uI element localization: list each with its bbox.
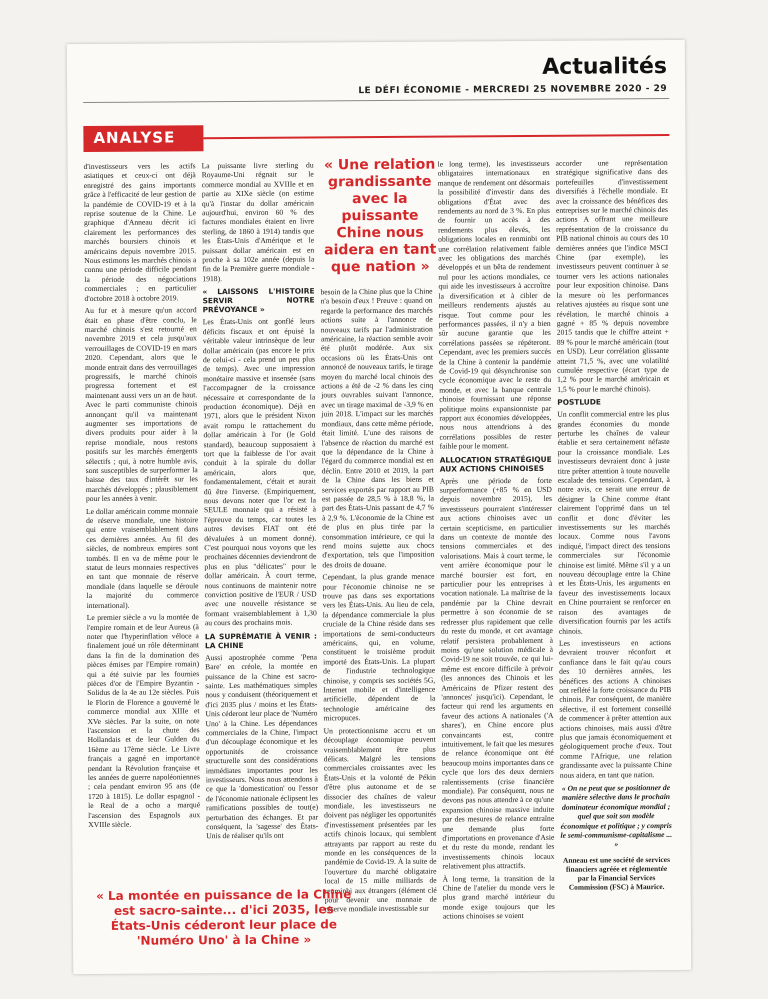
paragraph: À long terme, la transition de la Chine de l'atelier du monde vers le plus grand marché intérieur du monde exige toujours que les actions chinoises se voient [442, 873, 555, 921]
banner-rule [203, 134, 669, 139]
paragraph: Aussi apostrophée comme 'Pena Bare' en créole, la montée en puissance de la Chine est sacro-sainte. Les mathématiques simples nous y conduisent (théoriquement et d'ici 2035 plus / moins et les États-Unis céderont leur place de 'Numéro Uno' à la Chine. Les dépendances commerciales de la Chine, l'impact d'un découplage économique et les opportunités de croissance structurelle sont des considérations immédiates importantes pour les investisseurs. Nous nous attendons à ce que la 'domestication' ou l'essor de l'économie nationale éclipsent les ramifications possibles de tout(e) perturbation des échanges. Et par conséquent, la 'sagesse' des États-Unis de réaliser qu'ils ont [205, 652, 319, 841]
analysis-banner [83, 125, 203, 152]
banner-label: ANALYSE [93, 128, 176, 147]
paragraph: La puissante livre sterling du Royaume-Uni régnait sur le commerce mondial au XVIIIe et en partie au XIXe siècle (on estime qu'à l'instar du dollar américain aujourd'hui, environ 60 % des factures mondiales étaient en livre sterling, de 1860 à 1914) tandis que les États-Unis d'Amérique et le puissant dollar américain est en proche à sa 102e année (depuis la fin de la Première guerre mondiale - 1918). [201, 160, 315, 284]
paragraph: Les États-Unis ont gonflé leurs déficits fiscaux et ont épuisé la véritable valeur intrinsèque de leur dollar américain (pas encore le prix de celui-ci - cela prend un peu plus de temps). Avec une impression monétaire massive et insensée (sans l'accompagner de la croissance nécessaire et correspondante de la production économique). Déjà en 1971, alors que le président Nixon avait rompu le rattachement du dollar américain à l'or (le Gold standard), beaucoup supposaient à tort que la faiblesse de l'or avait conduit à la spirale du dollar américain, alors que, fondamentalement, c'était et aurait dû être l'inverse. (Empiriquement, nous devons noter que l'or est la SEULE monnaie qui a résisté à l'épreuve du temps, car toutes les autres devises FIAT ont été dévaluées à un moment donné). C'est pourquoi nous voyons que les prochaines décennies deviendront de plus en plus "délicates" pour le dollar américain. À court terme, nous continuons de maintenir notre conviction positive de l'EUR / USD avec une nouvelle résistance se formant vraisemblablement à 1,30 au cours des prochains mois. [202, 316, 317, 628]
subheading: ALLOCATION STRATÉGIQUE AUX ACTIONS CHINOISES [439, 454, 552, 474]
column-3 [320, 286, 437, 914]
paragraph: Le dollar américain comme monnaie de réserve mondiale, une histoire qui entre vraisemblablement dans ces dernières années. Au fil des siècles, de nombreux empires sont tombés. Il en va de même pour le statut de leurs monnaies respectives en tant que monnaie de réserve mondiale (dans laquelle se déroule la majorité du commerce international). [85, 505, 199, 610]
paragraph: Après une période de forte surperformance (+85 % en USD depuis novembre 2015), les investisseurs pourraient s'intéresser aux actions chinoises avec un certain scepticisme, en particulier dans un contexte de montée des tensions commerciales et des valorisations. Mais à court terme, le vent arrière économique pour le marché boursier est fort, en particulier pour les entreprises à vocation nationale. La maîtrise de la pandémie par la Chine devrait permettre à son économie de se redresser plus rapidement que celle du reste du monde, et cet avantage relatif persistera probablement à moins qu'une solution médicale à Covid-19 ne soit trouvée, ce qui lui-même est encore difficile à prévoir (les annonces des Chinois et les Américains de Pfizer restent des 'annonces' jusqu'ici). Cependant, le facteur qui rend les arguments en faveur des actions A nationales ('A shares'), en Chine encore plus convaincants est, contre intuitivement, le fait que les mesures de relance économique ont été beaucoup moins importantes dans ce cycle que lors des deux derniers ralentissements (crise financière mondiale). Par conséquent, nous ne devons pas nous attendre à ce qu'une expansion chinoise massive induite par des mesures de relance entraîne une demande plus forte d'importations en provenance d'Asie et du reste du monde, rendant les investissements chinois locaux relativement plus attractifs. [439, 475, 555, 871]
pull-quote-bottom: « La montée en puissance de la Chine est sacro-sainte... d'ici 2035, les États-Unis céderont leur place de 'Numéro Uno' à la Chine » [96, 887, 352, 948]
paragraph: Les investisseurs en actions devraient trouver réconfort et confiance dans le fait qu'au cours des 10 dernières années, les bénéfices des actions A chinoises ont reflété la forte croissance du PIB chinois. Par conséquent, de manière sélective, il est fortement conseillé de commencer à prêter attention aux actions chinoises, mais aussi d'être plus que jamais économiquement et géologiquement proche d'eux. Tout comme l'Afrique, une relation grandissante avec la puissante Chine nous aidera, en tant que nation. [558, 637, 672, 780]
section-title: Actualités [542, 53, 668, 80]
paragraph: le long terme), les investisseurs obligataires internationaux en manque de rendement ont désormais la possibilité d'investir dans des obligations d'État avec des rendements au nord de 3 %. En plus de fournir un accès à des rendements plus élevés, les obligations locales en renminbi ont une corrélation relativement faible avec les obligations des marchés développés et un bêta de rendement nul pour les actions mondiales, ce qui aide les investisseurs à accroître la diversification et à cibler de meilleurs rendements ajustés au risque. Tout comme pour les performances passées, il n'y a bien sûr aucune garantie que les corrélations passées se répéteront. Cependant, avec les premiers succès de la Chine à contenir la pandémie de Covid-19 qui désynchronise son cycle économique avec le reste du monde, et avec la banque centrale chinoise fournissant une réponse politique moins expansionniste par rapport aux économies développées, nous nous attendrions à des corrélations possibles de rester faible pour le moment. [437, 158, 552, 451]
subheading: POSTLUDE [557, 397, 602, 407]
author-signature: Anneau est une société de services financiers agréée et réglementée par la Financial Services Commission (FSC) à Maurice. [562, 854, 670, 893]
header-rule [83, 98, 669, 103]
paragraph: Le premier siècle a vu la montée de l'empire romain et de leur Aureus (à noter que l'hyperinflation véloce a finalement joué un rôle déterminant dans la fin de la domination des pièces émises par l'Empire romain) qui a été suivie par les fournies pièces d'or de l'Empire Byzantin - Solidus de la 4e au 12e siècles. Puis le Florin de Florence a gouverné le commerce mondial aux XIIIe et XVe siècles. Par la suite, on note l'ascension et la chute des Hollandais et de leur Gulden du 16ème au 17ème siècle. Le Livre français a gagné en importance pendant la Révolution française et les années de guerre napoléoniennes ; cela pendant environ 95 ans (de 1720 à 1815). Le dollar espagnol - le Real de a ocho a marqué l'ascension des Espagnols aux XVIIIe siècle. [86, 612, 201, 830]
subheading: « LAISSONS L'HISTOIRE SERVIR NOTRE PRÉVOYANCE » [202, 286, 315, 315]
pull-quote-top: « Une relation grandissante avec la puissante Chine nous aidera en tant que nation » [323, 156, 437, 276]
paragraph: besoin de la Chine plus que la Chine n'a besoin d'eux ! Preuve : quand on regarde la performance des marchés actions suite à l'annonce de nouveaux tarifs par l'administration américaine, la réaction semble avoir été plutôt modérée. Aux six occasions où les États-Unis ont annoncé de nouveaux tarifs, le tirage moyen du marché local chinois des actions a été de -2 % dans les cinq jours ouvrables suivant l'annonce, avec un tirage maximal de -3,9 % en juin 2018. L'impact sur les marchés mondiaux, dans cette même période, était limité. L'une des raisons de l'absence de réaction du marché est que la dépendance de la Chine à l'égard du commerce mondial est en déclin. Entre 2010 et 2019, la part de la Chine dans les biens et services exportés par rapport au PIB est passée de 28,5 % à 18,8 %, la part des États-Unis passant de 4,7 % à 2,9 %. L'économie de la Chine est de plus en plus tirée par la consommation intérieure, ce qui la rend moins sujette aux chocs d'exportation, tels que l'imposition des droits de douane. [320, 286, 435, 570]
column-5 [556, 158, 674, 959]
column-2 [202, 160, 319, 881]
pull-quote-side: « On ne peut que se positionner de manière sélective dans le prochain dominateur économique mondial ; quel que soit son modèle économique et politique ; y compris le semi-communisme-capitalisme ... » [560, 782, 673, 849]
paragraph: Cependant, la plus grande menace pour l'économie chinoise ne se trouve pas dans ses exportations vers les États-Unis. Au lieu de cela, la dépendance commerciale la plus cruciale de la Chine réside dans ses importations de semi-conducteurs américains, qui, en volume, constituent le troisième produit importé des États-Unis. La plupart de l'industrie technologique chinoise, y compris ses sociétés 5G, Internet mobile et d'intelligence artificielle, dépendent de la technologie américaine des micropuces. [322, 571, 436, 723]
masthead: LE DÉFI ÉCONOMIE - MERCREDI 25 NOVEMBRE 2020 - 29 [358, 83, 668, 97]
paragraph: accorder une représentation stratégique significative dans des portefeuilles d'investissement diversifiés à l'échelle mondiale. Et avec la croissance des bénéfices des entreprises sur le marché chinois des actions A offrant une meilleure représentation de la croissance du PIB national chinois au cours des 10 dernières années que l'indice MSCI Chine (par exemple), les investisseurs peuvent continuer à se tourner vers les actions nationales pour leur exposition chinoise. Dans la mesure où les performances relatives ajustées au risque sont une révélation, le marché chinois a gagné + 85 % depuis novembre 2015 tandis que le chiffre atteint + 89 % pour le marché américain (tout en USD). Leur corrélation glissante atteint 71,5 %, avec une volatilité cumulée respective (écart type de 1,2 % pour le marché américain et 1,5 % pour le marché chinois). [555, 157, 670, 394]
paragraph: Un conflit commercial entre les plus grandes économies du monde perturbe les chaînes de valeur établie et sera certainement néfaste pour la croissance mondiale. Les investisseurs devraient donc à juste titre prêter attention à toute nouvelle escalade des tensions. Cependant, à notre avis, ce serait une erreur de désigner la Chine comme étant clairement l'opprimé dans un tel conflit et donc d'éviter les investissements sur les marchés locaux. Comme nous l'avons indiqué, l'impact direct des tensions commerciales sur l'économie chinoise est limité. Même s'il y a un nouveau découplage entre la Chine et les États-Unis, les arguments en faveur des investissements locaux en Chine pourraient se renforcer en raison des avantages de diversification fournis par les actifs chinois. [557, 409, 671, 636]
column-1 [84, 161, 201, 882]
newspaper-page [67, 40, 691, 974]
paragraph: Un protectionnisme accru et un découplage économique peuvent vraisemblablement être plus délicats. Malgré les tensions commerciales croissantes avec les États-Unis et la volonté de Pékin d'être plus autonome et de se dissocier des chaînes de valeur mondiale, les investisseurs ne doivent pas négliger les opportunités d'investissement présentées par les actifs chinois locaux, qui semblent attrayants par rapport au reste du monde en les conséquences de la pandémie de Covid-19. À la suite de l'ouverture du marché obligataire local de 15 mille milliards de renminbi aux étrangers (élément clé pour devenir une monnaie de réserve mondiale investissable sur [323, 725, 437, 914]
column-4 [438, 159, 556, 960]
subheading: LA SUPRÉMATIE À VENIR : LA CHINE [204, 631, 317, 650]
page-header [67, 40, 685, 114]
paragraph: d'investisseurs vers les actifs asiatiques et ceux-ci ont déjà enregistré des gains importants grâce à l'efficacité de leur gestion de la pandémie de COVID-19 et à la reprise soutenue de la Chine. Le graphique d'Anneau décrit ici clairement les performances des marchés boursiers chinois et américains depuis novembre 2015. Nous estimons les marchés chinois a connu une période difficile pendant la période des négociations commerciales ; en particulier d'octobre 2018 à octobre 2019. [83, 161, 197, 303]
paragraph: Au fur et à mesure qu'un accord était en phase d'être conclu, le marché chinois s'est retourné en novembre 2019 et cela jusqu'aux verrouillages de COVID-19 en mars 2020. Cependant, alors que le monde entrait dans des verrouillages progressifs, le marché chinois progressa fortement et est maintenant aussi vers un an de haut. Avec le parti communiste chinois annonçant qu'il va maintenant augmenter ses importations de divers produits pour aider à la reprise mondiale, nous restons positifs sur les marchés émergents sélectifs ; qui, à notre humble avis, sont susceptibles de surperformer la baisse des taux d'intérêt sur les marchés développés ; plausiblement pour les années à venir. [84, 305, 198, 504]
